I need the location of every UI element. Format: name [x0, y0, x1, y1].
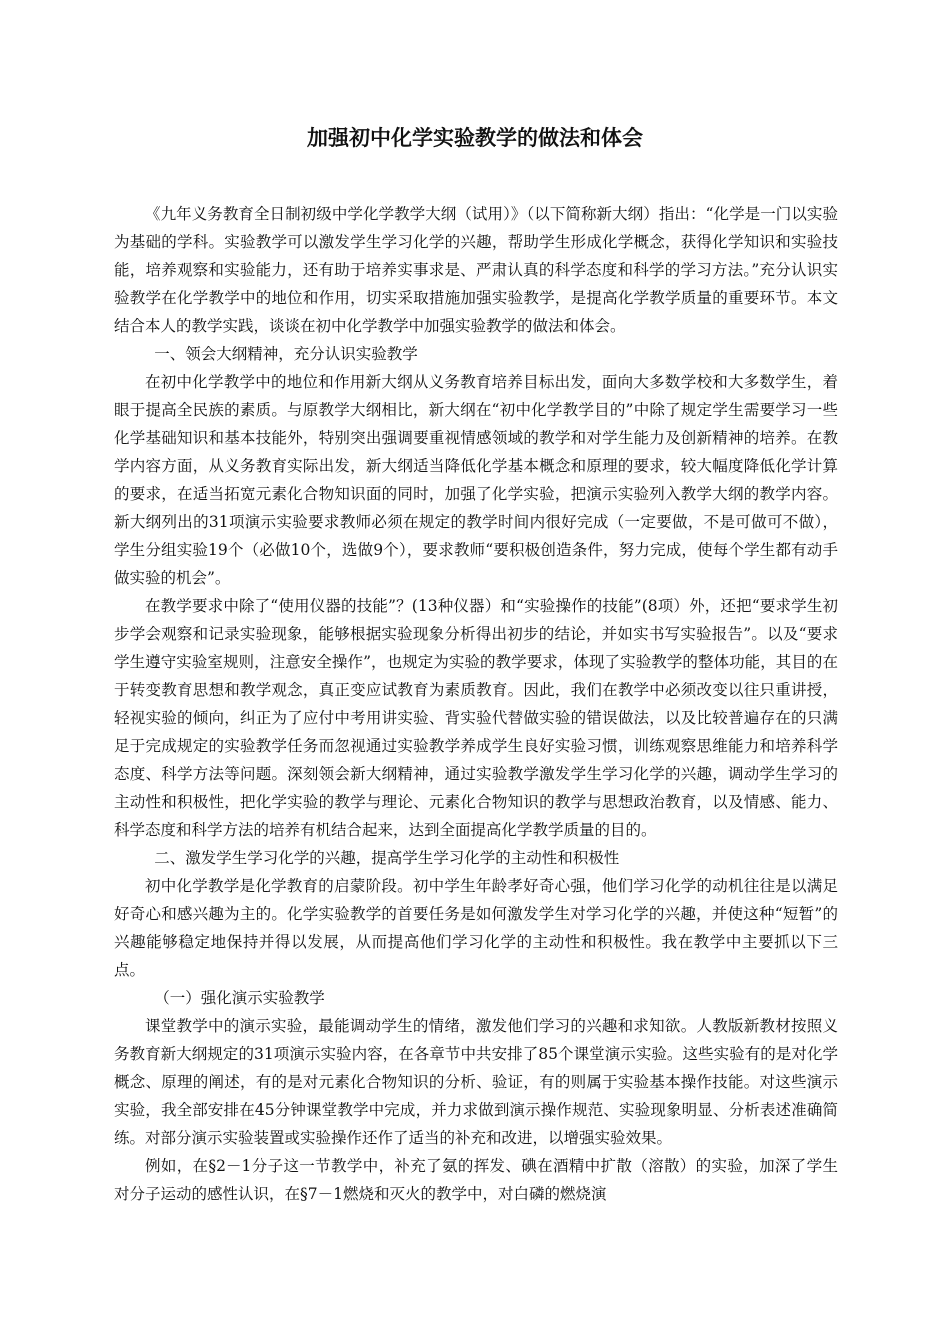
document-body [114, 200, 838, 1208]
paragraph-section-2a: 初中化学教学是化学教育的启蒙阶段。初中学生年龄孝好奇心强，他们学习化学的动机往往是以满足好奇心和感兴趣为主的。化学实验教学的首要任务是如何激发学生对学习化学的兴趣，并使这种“短暂”的兴趣能够稳定地保持并得以发展，从而提高他们学习化学的主动性和积极性。我在教学中主要抓以下三点。 [114, 877, 838, 979]
paragraph-intro: 《九年义务教育全日制初级中学化学教学大纲（试用）》（以下简称新大纲）指出：“化学是一门以实验为基础的学科。实验教学可以激发学生学习化学的兴趣，帮助学生形成化学概念，获得化学知识和实验技能，培养观察和实验能力，还有助于培养实事求是、严肃认真的科学态度和科学的学习方法。”充分认识实验教学在化学教学中的地位和作用，切实采取措施加强实验教学，是提高化学教学质量的重要环节。本文结合本人的教学实践，谈谈在初中化学教学中加强实验教学的做法和体会。 [114, 205, 838, 335]
paragraph-section-1b: 在教学要求中除了“使用仪器的技能”？(13种仪器）和“实验操作的技能”(8项）外，还把“要求学生初步学会观察和记录实验现象，能够根据实验现象分析得出初步的结论，并如实书写实验报告”。以及“要求学生遵守实验室规则，注意安全操作”，也规定为实验的教学要求，体现了实验教学的整体功能，其目的在于转变教育思想和教学观念，真正变应试教育为素质教育。因此，我们在教学中必须改变以往只重讲授，轻视实验的倾向，纠正为了应付中考用讲实验、背实验代替做实验的错误做法，以及比较普遍存在的只满足于完成规定的实验教学任务而忽视通过实验教学养成学生良好实验习惯，训练观察思维能力和培养科学态度、科学方法等问题。深刻领会新大纲精神，通过实验教学激发学生学习化学的兴趣，调动学生学习的主动性和积极性，把化学实验的教学与理论、元素化合物知识的教学与思想政治教育，以及情感、能力、科学态度和科学方法的培养有机结合起来，达到全面提高化学教学质量的目的。 [114, 597, 838, 839]
paragraph-subsection-1b: 例如，在§2－1分子这一节教学中，补充了氨的挥发、碘在酒精中扩散（溶散）的实验，加深了学生对分子运动的感性认识，在§7－1燃烧和灭火的教学中，对白磷的燃烧演 [114, 1157, 838, 1203]
document-title: 加强初中化学实验教学的做法和体会 [307, 126, 643, 150]
section-heading-1: 一、领会大纲精神，充分认识实验教学 [154, 345, 418, 363]
paragraph-subsection-1a: 课堂教学中的演示实验，最能调动学生的情绪，激发他们学习的兴趣和求知欲。人教版新教材按照义务教育新大纲规定的31项演示实验内容，在各章节中共安排了85个课堂演示实验。这些实验有的是对化学概念、原理的阐述，有的是对元素化合物知识的分析、验证，有的则属于实验基本操作技能。对这些演示实验，我全部安排在45分钟课堂教学中完成，并力求做到演示操作规范、实验现象明显、分析表述准确简练。对部分演示实验装置或实验操作还作了适当的补充和改进，以增强实验效果。 [114, 1017, 838, 1147]
paragraph-section-1a: 在初中化学教学中的地位和作用新大纲从义务教育培养目标出发，面向大多数学校和大多数学生，着眼于提高全民族的素质。与原教学大纲相比，新大纲在“初中化学教学目的”中除了规定学生需要学习一些化学基础知识和基本技能外，特别突出强调要重视情感领域的教学和对学生能力及创新精神的培养。在教学内容方面，从义务教育实际出发，新大纲适当降低化学基本概念和原理的要求，较大幅度降低化学计算的要求，在适当拓宽元素化合物知识面的同时，加强了化学实验，把演示实验列入教学大纲的教学内容。新大纲列出的31项演示实验要求教师必须在规定的教学时间内很好完成（一定要做，不是可做可不做），学生分组实验19个（必做10个，选做9个），要求教师“要积极创造条件，努力完成，使每个学生都有动手做实验的机会”。 [114, 373, 838, 587]
section-heading-2: 二、激发学生学习化学的兴趣，提高学生学习化学的主动性和积极性 [154, 849, 620, 867]
subsection-heading-1: （一）强化演示实验教学 [154, 989, 325, 1007]
